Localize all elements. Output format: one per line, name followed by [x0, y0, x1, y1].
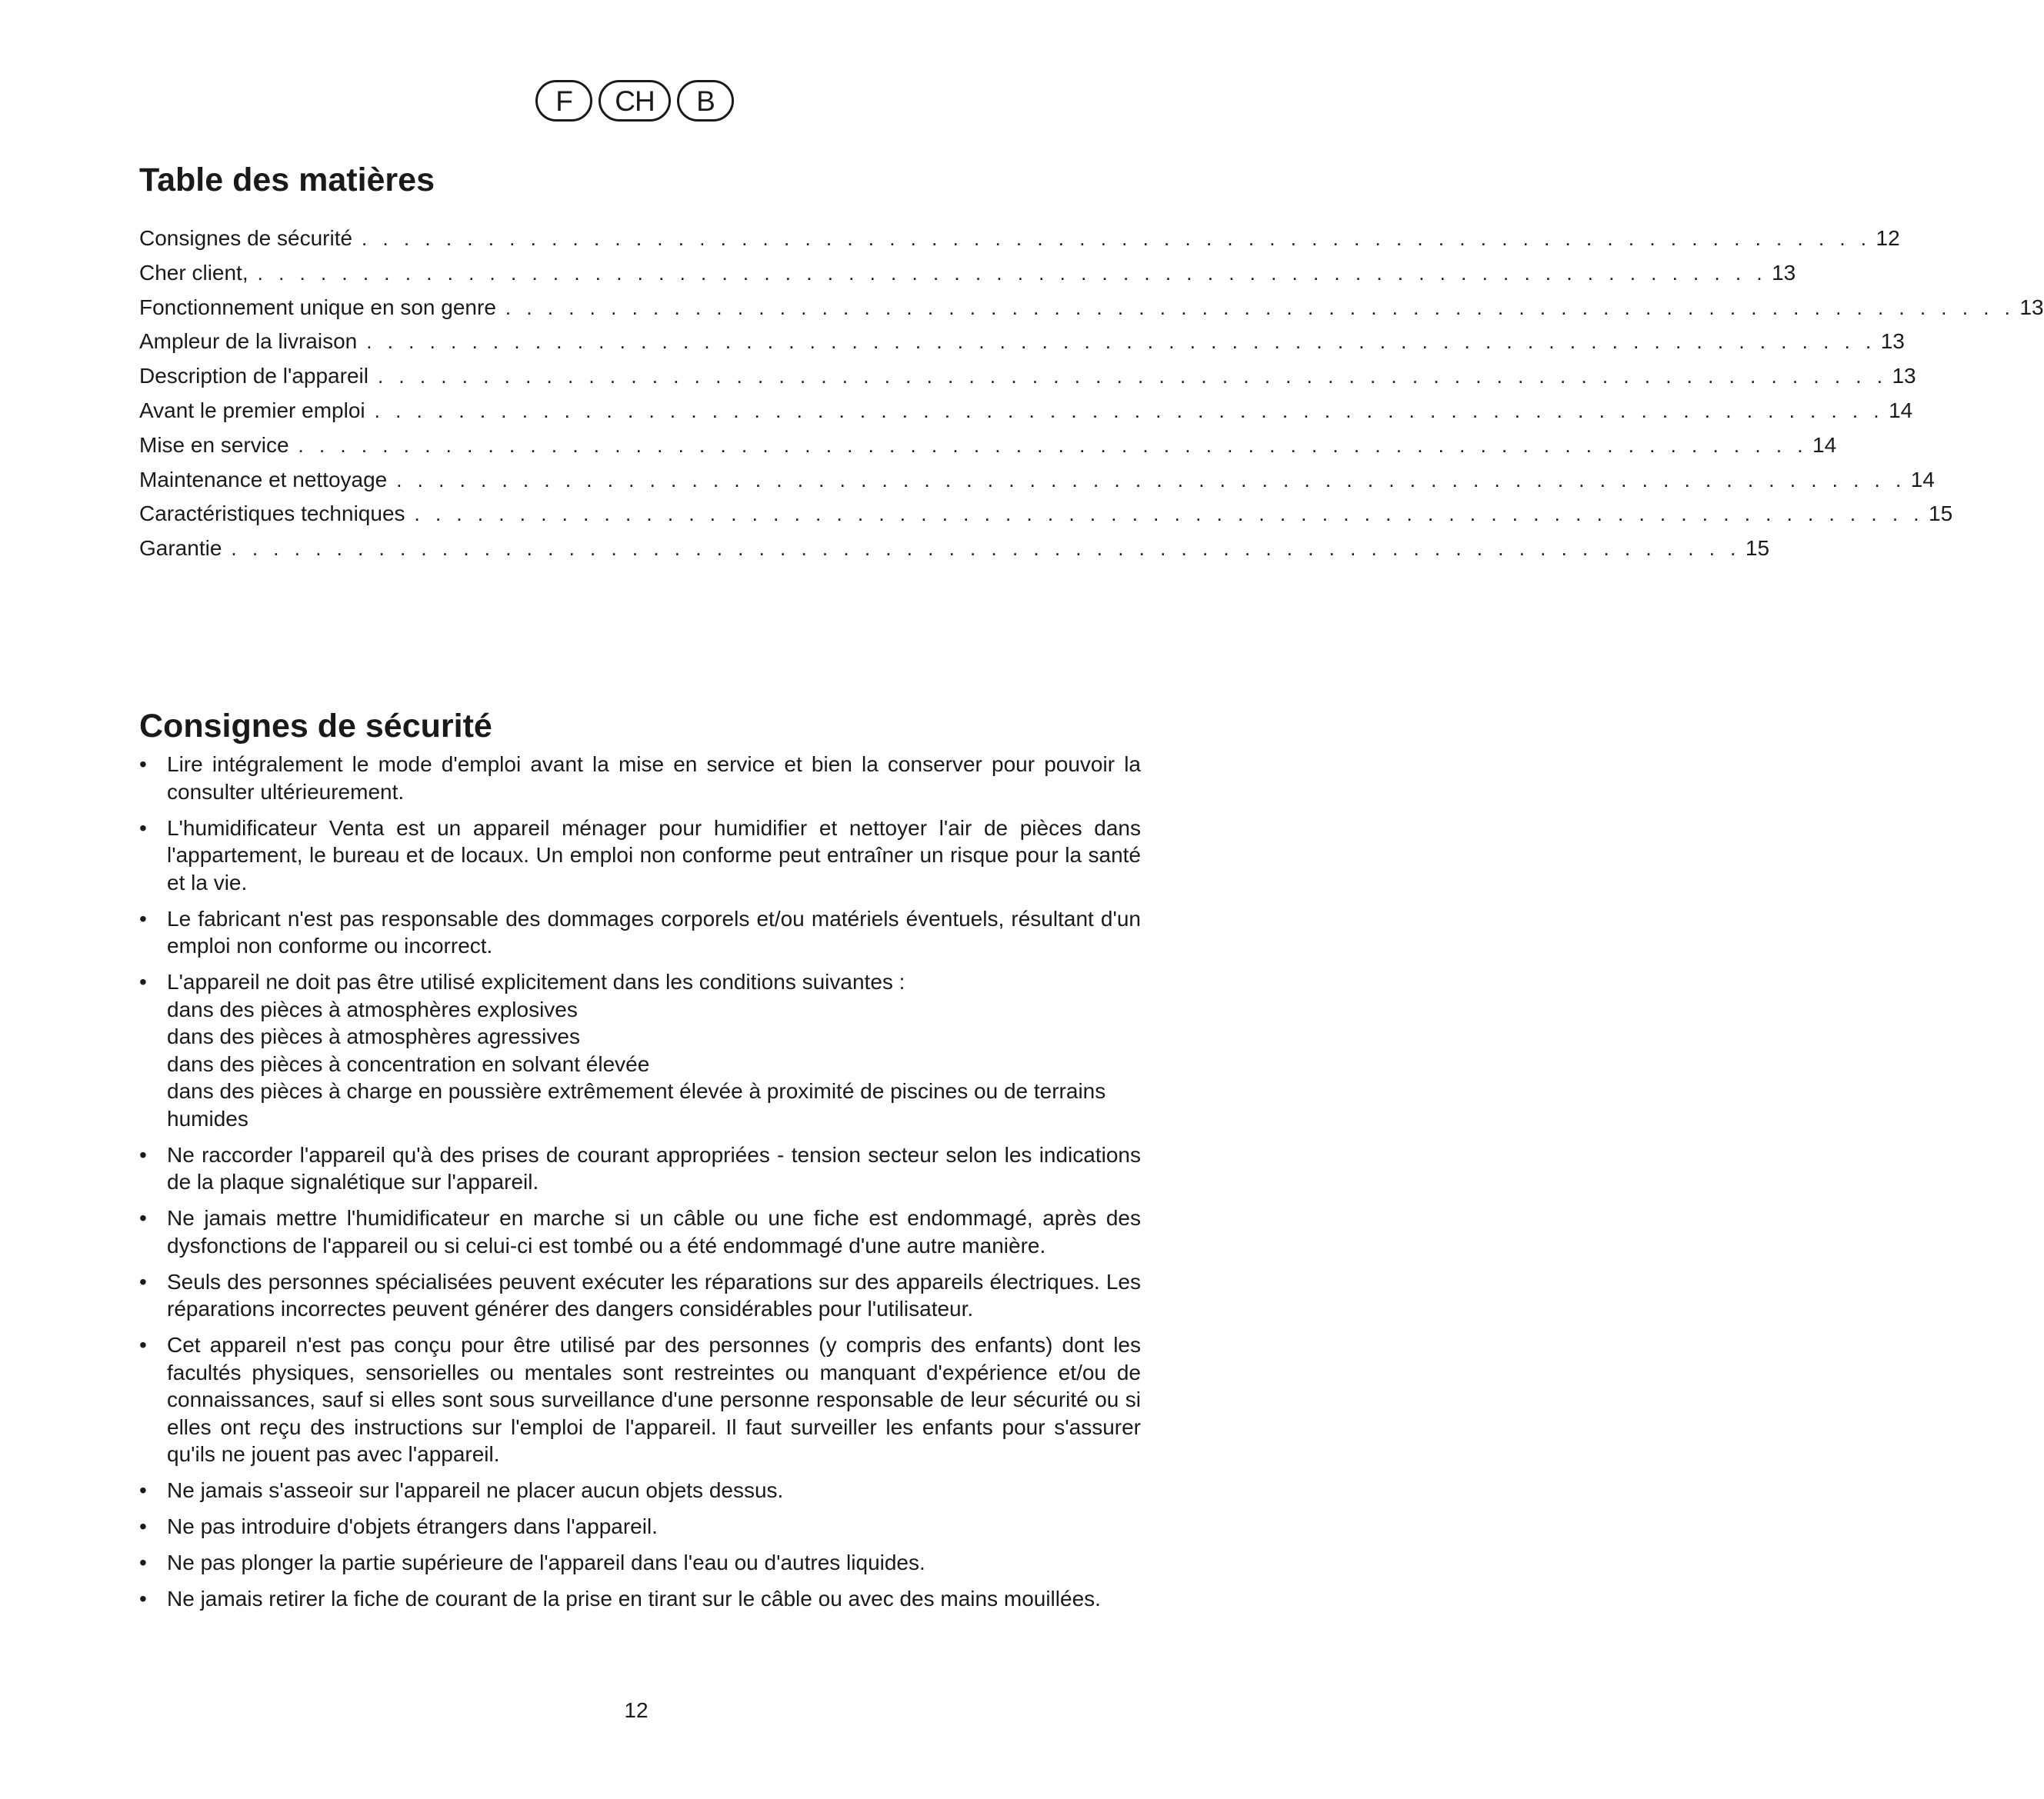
toc-entry-page: 14 [1910, 467, 1935, 491]
safety-item: • Le fabricant n'est pas responsable des dommages corporels et/ou matériels éventuels, résultant d'un emploi non conforme ou incorrect. [139, 905, 1141, 960]
toc-entry-title: Description de l'appareil [139, 364, 368, 388]
toc-entry-title: Garantie [139, 536, 222, 561]
toc-entry-page: 14 [1889, 398, 1913, 422]
language-badges [535, 80, 734, 125]
toc-entry[interactable] [139, 359, 1916, 394]
condition-item: dans des pièces à charge en poussière extrêmement élevée à proximité de piscines ou de terrains humides [167, 1079, 1106, 1131]
safety-item: • Cet appareil n'est pas conçu pour être utilisé par des personnes (y compris des enfants) dont les facultés physiques, sensorielles ou mentales sont restreintes ou manquant d'expérience et/ou de connaissances, sauf si elles sont sous surveillance d'une personne responsable de leur sécurité ou si elles ont reçu des instructions sur l'emploi de l'appareil. Il faut surveiller les enfants pour s'assurer qu'ils ne jouent pas avec l'appareil. [139, 1331, 1141, 1468]
toc-entry[interactable] [139, 291, 2044, 325]
toc-entry-title: Cher client, [139, 260, 248, 285]
toc-entry-page: 13 [1892, 364, 1916, 388]
toc-entry-page: 15 [1745, 536, 1770, 561]
toc-leader-dots: . . . . . . . . . . . . . . . . . . . . . . . . . . . . . . . . . . . . . . . . . . . . . . . . . . . . . . . . . . . . . . . . . . . . . . . . [362, 227, 1872, 250]
condition-item: dans des pièces à atmosphères agressives [167, 1024, 580, 1048]
toc-leader-dots: . . . . . . . . . . . . . . . . . . . . . . . . . . . . . . . . . . . . . . . . . . . . . . . . . . . . . . . . . . . . . . . . . . . . . . . . [414, 502, 1924, 526]
toc-entry-page: 15 [1929, 501, 1953, 526]
toc-leader-dots: . . . . . . . . . . . . . . . . . . . . . . . . . . . . . . . . . . . . . . . . . . . . . . . . . . . . . . . . . . . . . . . . . . . . . . . . [366, 330, 1876, 354]
condition-item: dans des pièces à atmosphères explosives [167, 997, 578, 1021]
safety-item: • Ne pas plonger la partie supérieure de l'appareil dans l'eau ou d'autres liquides. [139, 1549, 1141, 1577]
conditions-list [167, 996, 1141, 1133]
safety-item: • Ne raccorder l'appareil qu'à des prises de courant appropriées - tension secteur selon les indications de la plaque signalétique sur l'appareil. [139, 1141, 1141, 1196]
toc-entry-page: 12 [1876, 226, 1900, 250]
toc-entry-title: Maintenance et nettoyage [139, 467, 388, 491]
toc-entry-page: 14 [1812, 432, 1837, 457]
language-badge-f: F [535, 80, 592, 122]
toc-leader-dots: . . . . . . . . . . . . . . . . . . . . . . . . . . . . . . . . . . . . . . . . . . . . . . . . . . . . . . . . . . . . . . . . . . . . . . . . [505, 295, 2016, 319]
toc-leader-dots: . . . . . . . . . . . . . . . . . . . . . . . . . . . . . . . . . . . . . . . . . . . . . . . . . . . . . . . . . . . . . . . . . . . . . . . . [231, 537, 1741, 561]
toc-entry-title: Avant le premier emploi [139, 398, 365, 422]
toc-leader-dots: . . . . . . . . . . . . . . . . . . . . . . . . . . . . . . . . . . . . . . . . . . . . . . . . . . . . . . . . . . . . . . . . . . . . . . . . [374, 398, 1885, 422]
toc-leader-dots: . . . . . . . . . . . . . . . . . . . . . . . . . . . . . . . . . . . . . . . . . . . . . . . . . . . . . . . . . . . . . . . . . . . . . . . . [377, 365, 1888, 388]
toc-entry-title: Mise en service [139, 432, 289, 457]
safety-section-title: Consignes de sécurité [139, 708, 492, 745]
safety-item-conditions [139, 968, 1141, 1132]
toc-entry-page: 13 [1772, 260, 1796, 285]
condition-item: dans des pièces à concentration en solvant élevée [167, 1051, 650, 1076]
safety-item: • Seuls des personnes spécialisées peuvent exécuter les réparations sur des appareils électriques. Les réparations incorrectes peuvent générer des dangers considérables pour l'utilisateur. [139, 1268, 1141, 1323]
toc-entry[interactable] [139, 222, 1900, 256]
language-badge-b: B [677, 80, 734, 122]
toc-entry-title: Consignes de sécurité [139, 226, 353, 250]
toc-entry-title: Fonctionnement unique en son genre [139, 295, 496, 319]
safety-item: • Lire intégralement le mode d'emploi avant la mise en service et bien la conserver pour pouvoir la consulter ultérieurement. [139, 751, 1141, 805]
safety-item: • L'humidificateur Venta est un appareil ménager pour humidifier et nettoyer l'air de pièces dans l'appartement, le bureau et de locaux. Un emploi non conforme peut entraîner un risque pour la santé et la vie. [139, 815, 1141, 897]
toc-entry-page: 13 [1880, 329, 1905, 354]
toc-entry[interactable] [139, 256, 1796, 291]
toc-leader-dots: . . . . . . . . . . . . . . . . . . . . . . . . . . . . . . . . . . . . . . . . . . . . . . . . . . . . . . . . . . . . . . . . . . . . . . . . [257, 261, 1768, 285]
language-badge-ch: CH [599, 80, 671, 122]
toc-entry[interactable] [139, 497, 1953, 531]
safety-item: • Ne jamais retirer la fiche de courant de la prise en tirant sur le câble ou avec des mains mouillées. [139, 1585, 1141, 1613]
toc-entry-title: Caractéristiques techniques [139, 501, 405, 526]
toc-entry-title: Ampleur de la livraison [139, 329, 358, 354]
toc-entry[interactable] [139, 428, 1837, 463]
toc-entry[interactable] [139, 531, 1770, 566]
toc-entry[interactable] [139, 325, 1905, 359]
toc-leader-dots: . . . . . . . . . . . . . . . . . . . . . . . . . . . . . . . . . . . . . . . . . . . . . . . . . . . . . . . . . . . . . . . . . . . . . . . . [298, 433, 1808, 457]
toc-entry[interactable] [139, 463, 1935, 498]
toc-leader-dots: . . . . . . . . . . . . . . . . . . . . . . . . . . . . . . . . . . . . . . . . . . . . . . . . . . . . . . . . . . . . . . . . . . . . . . . . [396, 468, 1906, 491]
safety-item: • Ne pas introduire d'objets étrangers dans l'appareil. [139, 1513, 1141, 1541]
safety-item-text: • L'appareil ne doit pas être utilisé explicitement dans les conditions suivantes : [167, 970, 905, 994]
safety-item: • Ne jamais mettre l'humidificateur en marche si un câble ou une fiche est endommagé, après des dysfonctions de l'appareil ou si celui-ci est tombé ou a été endommagé d'une autre manière. [139, 1204, 1141, 1259]
toc-entry[interactable] [139, 394, 1913, 428]
table-of-contents [139, 222, 2044, 566]
toc-title: Table des matières [139, 162, 435, 198]
safety-instructions-list [139, 751, 1141, 1621]
toc-entry-page: 13 [2019, 295, 2044, 319]
safety-item: • Ne jamais s'asseoir sur l'appareil ne placer aucun objets dessus. [139, 1477, 1141, 1504]
page-number: 12 [624, 1698, 649, 1722]
